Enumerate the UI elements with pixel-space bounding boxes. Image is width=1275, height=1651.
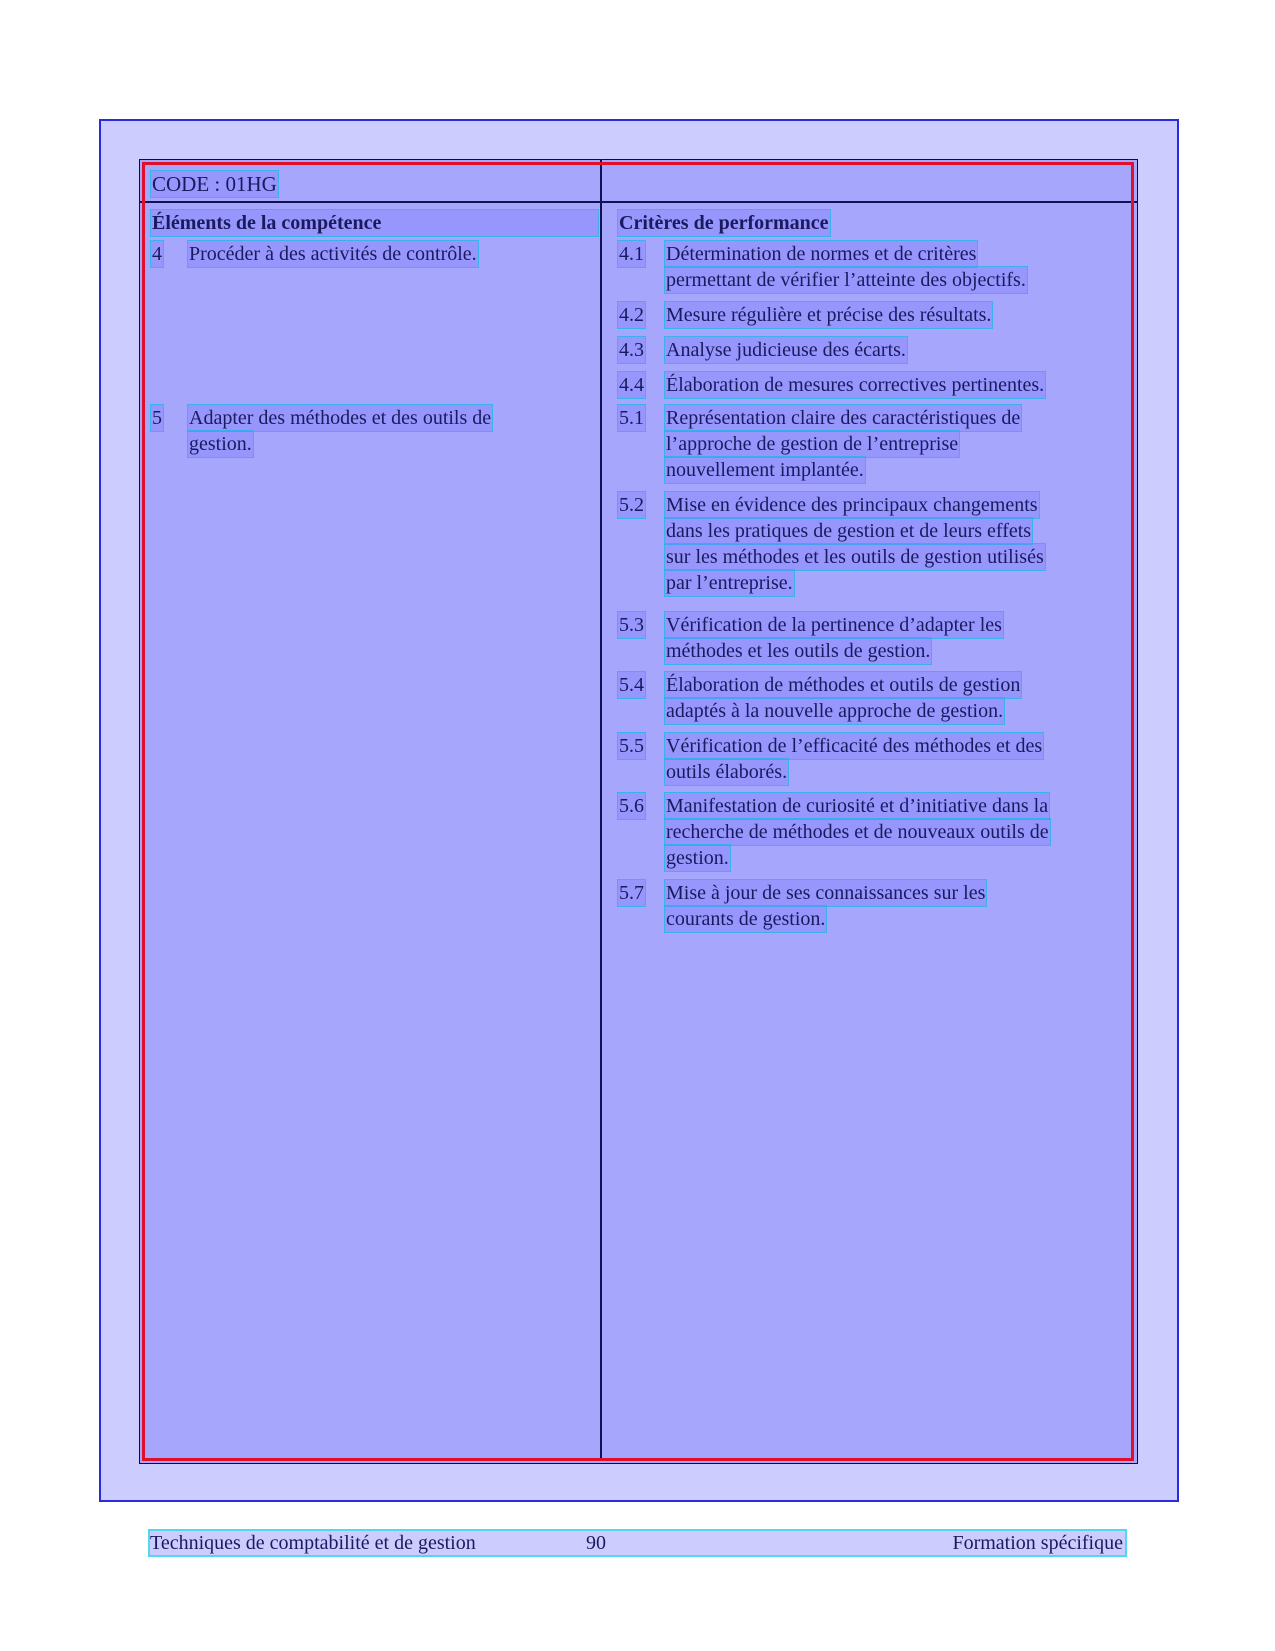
criterion-text-line: Élaboration de mesures correctives pertinentes.: [666, 374, 1045, 396]
criterion-number: 5.1: [619, 407, 644, 429]
criterion-text-line: Vérification de l’efficacité des méthodes et des: [666, 735, 1043, 757]
elements-header: Éléments de la compétence: [151, 210, 598, 236]
criterion-text-line: permettant de vérifier l’atteinte des objectifs.: [666, 269, 1026, 291]
criterion-text-line: Élaboration de méthodes et outils de gestion: [666, 674, 1021, 696]
criterion-text-line: gestion.: [666, 847, 729, 869]
criterion-text-line: outils élaborés.: [666, 761, 788, 783]
footer-page-number: 90: [586, 1532, 606, 1554]
element-text-line: Procéder à des activités de contrôle.: [189, 243, 477, 265]
table-column-divider: [600, 159, 602, 1459]
page-footer: [150, 1531, 1125, 1555]
criterion-number: 4.4: [619, 374, 644, 396]
criterion-text-line: Représentation claire des caractéristiques de: [666, 407, 1021, 429]
criterion-text-line: Mesure régulière et précise des résultats.: [666, 304, 992, 326]
footer-section: Formation spécifique: [952, 1532, 1123, 1554]
criterion-text-line: méthodes et les outils de gestion.: [666, 640, 931, 662]
element-text-line: gestion.: [189, 433, 252, 455]
competency-code: CODE : 01HG: [152, 172, 277, 196]
footer-program: Techniques de comptabilité et de gestion: [150, 1532, 476, 1554]
criterion-text-line: recherche de méthodes et de nouveaux outils de: [666, 821, 1049, 843]
criterion-text-line: nouvellement implantée.: [666, 459, 864, 481]
criterion-text-line: par l’entreprise.: [666, 572, 793, 594]
criterion-text-line: Mise à jour de ses connaissances sur les: [666, 882, 986, 904]
element-number: 5: [152, 407, 162, 429]
criterion-number: 5.6: [619, 795, 644, 817]
criterion-text-line: Détermination de normes et de critères: [666, 243, 977, 265]
criterion-text-line: l’approche de gestion de l’entreprise: [666, 433, 959, 455]
criterion-text-line: Mise en évidence des principaux changements: [666, 494, 1038, 516]
criterion-text-line: dans les pratiques de gestion et de leurs effets: [666, 520, 1032, 542]
element-text-line: Adapter des méthodes et des outils de: [189, 407, 492, 429]
criterion-number: 5.7: [619, 882, 644, 904]
criterion-text-line: sur les méthodes et les outils de gestion utilisés: [666, 546, 1044, 568]
element-number: 4: [152, 243, 162, 265]
criterion-text-line: Analyse judicieuse des écarts.: [666, 339, 906, 361]
criterion-text-line: adaptés à la nouvelle approche de gestion.: [666, 700, 1004, 722]
criterion-text-line: courants de gestion.: [666, 908, 826, 930]
criterion-number: 4.1: [619, 243, 644, 265]
criterion-number: 5.2: [619, 494, 644, 516]
criterion-text-line: Manifestation de curiosité et d’initiative dans la: [666, 795, 1049, 817]
criterion-number: 4.2: [619, 304, 644, 326]
criterion-number: 4.3: [619, 339, 644, 361]
criterion-number: 5.5: [619, 735, 644, 757]
criteria-header: Critères de performance: [619, 212, 829, 234]
criterion-number: 5.4: [619, 674, 644, 696]
table-row-divider: [139, 201, 1138, 203]
criterion-text-line: Vérification de la pertinence d’adapter les: [666, 614, 1002, 636]
criterion-number: 5.3: [619, 614, 644, 636]
